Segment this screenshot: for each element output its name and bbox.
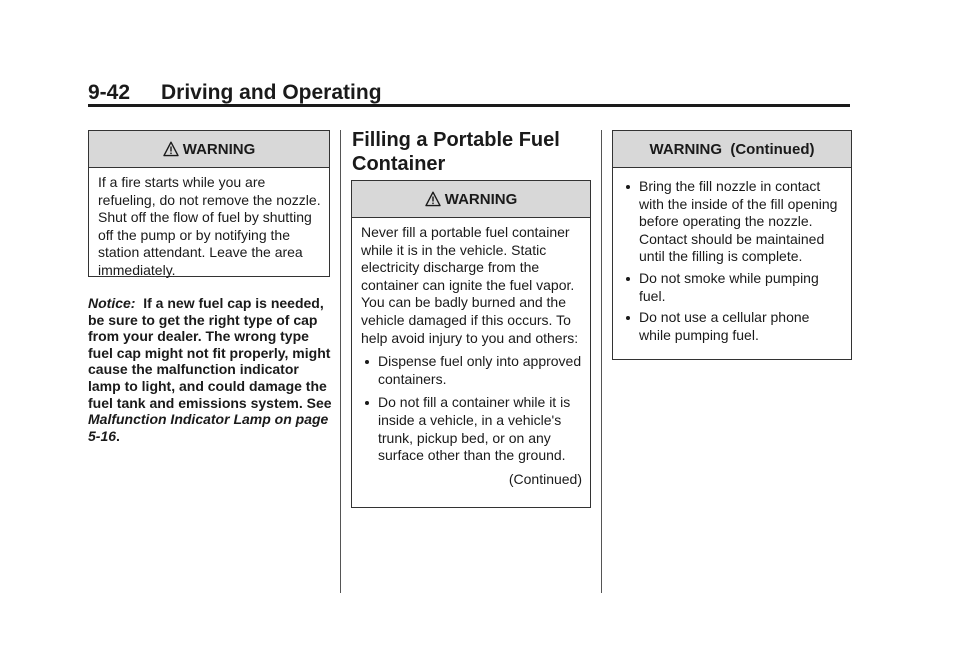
warning-body bbox=[613, 168, 851, 350]
continued-label: (Continued) bbox=[508, 470, 582, 487]
page-number: 9-42 bbox=[88, 81, 131, 104]
bullet-icon bbox=[626, 316, 630, 320]
warning-body bbox=[352, 218, 590, 494]
header-rule bbox=[88, 104, 850, 107]
subsection-title: Filling a Portable Fuel Container bbox=[352, 129, 560, 175]
warning-bullet: Do not smoke while pumping fuel. bbox=[622, 270, 843, 305]
column-divider-right bbox=[601, 130, 602, 593]
warning-text: If a fire starts while you are refueling, do not remove the nozzle. Shut off the flow of fuel by shutting off the pump or by notifying the station attendant. Leave the area immediately. bbox=[98, 174, 321, 278]
warning-icon bbox=[425, 191, 441, 207]
warning-intro: Never fill a portable fuel container while it is in the vehicle. Static electricity discharge from the container can ignite the fuel vapor. You can be badly burned and the vehicle damaged if this occurs. To help avoid injury to you and others: bbox=[361, 224, 579, 346]
bullet-icon bbox=[365, 360, 369, 364]
warning-box-middle bbox=[351, 180, 591, 508]
warning-header bbox=[613, 131, 851, 168]
notice-paragraph bbox=[88, 295, 333, 444]
section-title: Driving and Operating bbox=[161, 81, 382, 104]
bullet-icon bbox=[365, 401, 369, 405]
notice-label: Notice: bbox=[88, 295, 136, 311]
column-divider-left bbox=[340, 130, 341, 593]
warning-bullet: Dispense fuel only into approved containers. bbox=[361, 353, 582, 388]
warning-title: WARNING bbox=[444, 190, 518, 208]
warning-title: WARNING bbox=[182, 140, 256, 158]
warning-bullet-list bbox=[622, 178, 843, 344]
notice-text: If a new fuel cap is needed, be sure to get the right type of cap from your dealer. The wrong type fuel cap might not fit properly, might cause the malfunction indicator lamp to light, and could damage the fuel tank and emissions system. See bbox=[88, 295, 332, 411]
warning-bullet-list bbox=[361, 353, 582, 465]
notice-reference: Malfunction Indicator Lamp on page 5-16 bbox=[88, 411, 329, 444]
warning-body bbox=[89, 168, 329, 286]
bullet-icon bbox=[626, 277, 630, 281]
warning-header bbox=[89, 131, 329, 168]
notice-end: . bbox=[116, 427, 120, 444]
bullet-icon bbox=[626, 185, 630, 189]
warning-header bbox=[352, 181, 590, 218]
warning-bullet: Do not use a cellular phone while pumping fuel. bbox=[622, 309, 843, 344]
warning-title: WARNING (Continued) bbox=[649, 140, 815, 158]
warning-bullet: Bring the fill nozzle in contact with the inside of the fill opening before operating the nozzle. Contact should be maintained until the filling is complete. bbox=[622, 178, 843, 266]
warning-box-left bbox=[88, 130, 330, 277]
warning-box-right bbox=[612, 130, 852, 360]
warning-icon bbox=[163, 141, 179, 157]
warning-bullet: Do not fill a container while it is inside a vehicle, in a vehicle's trunk, pickup bed, or on any surface other than the ground. bbox=[361, 394, 582, 464]
